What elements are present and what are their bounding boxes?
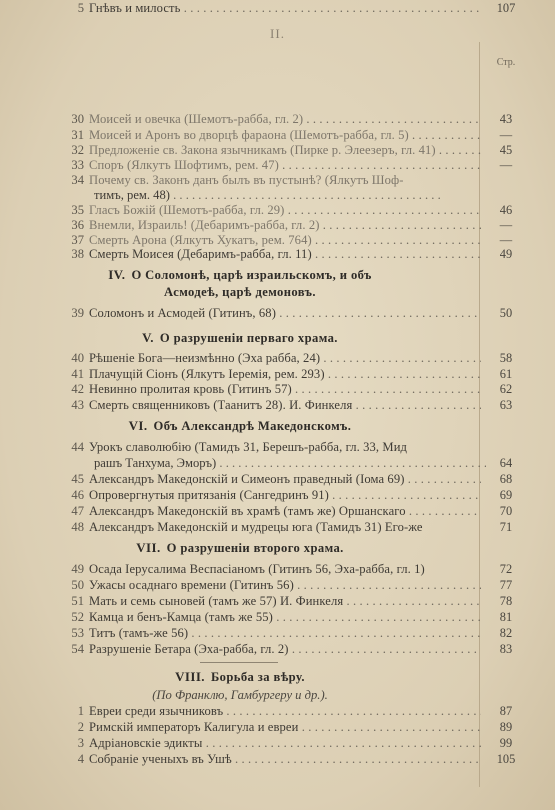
toc-entry[interactable] bbox=[52, 471, 532, 487]
entry-number: 50 bbox=[71, 578, 84, 592]
entry-page: 64 bbox=[499, 456, 513, 470]
entry-title: Внемли, Израиль! (Дебаримъ-рабба, гл. 2) . . . bbox=[89, 217, 481, 233]
toc-entry[interactable] bbox=[52, 246, 532, 262]
entry-number: 46 bbox=[71, 488, 84, 502]
entry-number: 44 bbox=[71, 440, 84, 454]
entry-title: Опровергнутыя притязанія (Сангедринъ 91) . . . bbox=[89, 487, 481, 503]
toc-entry[interactable] bbox=[52, 172, 532, 188]
toc-entry[interactable] bbox=[52, 593, 532, 609]
entry-number: 2 bbox=[77, 720, 84, 734]
entry-title: Моисей и Аронъ во дворцѣ фараона (Шемотъ-рабба, гл. 5) . . . bbox=[89, 127, 481, 143]
entry-title: Плачущій Сіонъ (Ялкутъ Іеремія, рем. 293) . . . bbox=[89, 366, 481, 382]
entry-page: 72 bbox=[499, 562, 513, 576]
entry-number: 40 bbox=[71, 351, 84, 365]
toc-entry[interactable] bbox=[52, 519, 532, 535]
entry-page: 45 bbox=[499, 143, 513, 157]
section-heading bbox=[0, 418, 480, 434]
entry-number: 53 bbox=[71, 626, 84, 640]
entry-number: 35 bbox=[71, 203, 84, 217]
entry-page: 58 bbox=[499, 351, 513, 365]
entry-page: 43 bbox=[499, 112, 513, 126]
entry-number: 5 bbox=[77, 1, 84, 15]
entry-page: 61 bbox=[499, 367, 513, 381]
section-title: О разрушеніи перваго храма. bbox=[159, 331, 338, 345]
toc-entry[interactable] bbox=[52, 202, 532, 218]
section-roman-numeral: VII. bbox=[136, 540, 161, 555]
entry-title: Александръ Македонскій въ храмѣ (тамъ же) Оршанскаго . . . bbox=[89, 503, 481, 519]
toc-entry[interactable] bbox=[52, 577, 532, 593]
toc-entry[interactable] bbox=[52, 439, 532, 455]
entry-title: Невинно пролитая кровь (Гитинъ 57) . . . bbox=[89, 381, 481, 397]
entry-title: Камца и бенъ-Камца (тамъ же 55) . . . bbox=[89, 609, 481, 625]
toc-entry[interactable] bbox=[52, 0, 532, 16]
entry-page: 49 bbox=[499, 247, 513, 261]
entry-number: 3 bbox=[77, 736, 84, 750]
entry-title: Смерть Арона (Ялкутъ Хукатъ, рем. 764) . . . bbox=[89, 232, 481, 248]
toc-entry[interactable] bbox=[52, 381, 532, 397]
entry-title: Гнѣвъ и милость . . . bbox=[89, 0, 481, 16]
entry-page: 83 bbox=[499, 642, 513, 656]
entry-page: 82 bbox=[499, 626, 513, 640]
entry-title: Ужасы осаднаго времени (Гитинъ 56) . . . bbox=[89, 577, 481, 593]
toc-entry[interactable] bbox=[52, 157, 532, 173]
entry-number: 34 bbox=[71, 173, 84, 187]
toc-entry[interactable] bbox=[52, 719, 532, 735]
entry-title-continuation: тимъ, рем. 48) . . . bbox=[94, 187, 486, 203]
entry-title: Титъ (тамъ-же 56) . . . bbox=[89, 625, 481, 641]
entry-number: 4 bbox=[77, 752, 84, 766]
section-title: Борьба за вѣру. bbox=[210, 670, 305, 684]
entry-title: Александръ Македонскій и мудрецы юга (Тамидъ 31) Его-же bbox=[89, 520, 423, 534]
entry-page: 71 bbox=[499, 520, 513, 534]
entry-title-continuation: рашъ Танхума, Эморъ) . . . bbox=[94, 455, 486, 471]
entry-page: 78 bbox=[499, 594, 513, 608]
entry-page: 87 bbox=[499, 704, 513, 718]
entry-page: 69 bbox=[499, 488, 513, 502]
entry-title: Почему св. Законъ данъ былъ въ пустынѣ? (Ялкутъ Шоф- bbox=[89, 173, 404, 187]
entry-page: 62 bbox=[499, 382, 513, 396]
entry-title: Смерть священниковъ (Таанитъ 28). И. Финкеля . . . bbox=[89, 397, 481, 413]
entry-number: 39 bbox=[71, 306, 84, 320]
toc-entry[interactable] bbox=[52, 641, 532, 657]
entry-page: 50 bbox=[499, 306, 513, 320]
entry-title: Евреи среди язычниковъ . . . bbox=[89, 703, 481, 719]
entry-number: 30 bbox=[71, 112, 84, 126]
section-heading bbox=[0, 669, 480, 685]
entry-number: 45 bbox=[71, 472, 84, 486]
entry-page: 81 bbox=[499, 610, 513, 624]
entry-number: 42 bbox=[71, 382, 84, 396]
toc-entry[interactable] bbox=[52, 487, 532, 503]
entry-page: 46 bbox=[499, 203, 513, 217]
entry-title: Разрушеніе Бетара (Эха-рабба, гл. 2) . . . bbox=[89, 641, 481, 657]
entry-number: 41 bbox=[71, 367, 84, 381]
section-heading bbox=[0, 267, 480, 283]
toc-entry[interactable] bbox=[52, 609, 532, 625]
entry-number: 54 bbox=[71, 642, 84, 656]
entry-number: 32 bbox=[71, 143, 84, 157]
toc-entry[interactable] bbox=[52, 350, 532, 366]
toc-entry[interactable] bbox=[52, 735, 532, 751]
entry-title: Смерть Моисея (Дебаримъ-рабба, гл. 11) . . . bbox=[89, 246, 481, 262]
toc-entry[interactable] bbox=[52, 703, 532, 719]
toc-entry[interactable] bbox=[52, 625, 532, 641]
toc-entry[interactable] bbox=[52, 127, 532, 143]
entry-page: 107 bbox=[496, 1, 516, 15]
toc-entry[interactable] bbox=[52, 142, 532, 158]
page-column-header: Стр. bbox=[496, 57, 516, 68]
entry-title: Александръ Македонскій и Симеонъ праведный (Іома 69) . . . bbox=[89, 471, 481, 487]
section-roman-numeral: VIII. bbox=[175, 669, 205, 684]
entry-title: Гласъ Божій (Шемотъ-рабба, гл. 29) . . . bbox=[89, 202, 481, 218]
entry-number: 48 bbox=[71, 520, 84, 534]
entry-title: Мать и семь сыновей (тамъ же 57) И. Финкеля . . . bbox=[89, 593, 481, 609]
entry-page: 77 bbox=[499, 578, 513, 592]
entry-number: 51 bbox=[71, 594, 84, 608]
entry-page: — bbox=[499, 158, 513, 172]
entry-number: 38 bbox=[71, 247, 84, 261]
section-divider bbox=[200, 662, 278, 663]
entry-title: Рѣшеніе Бога—неизмѣнно (Эха рабба, 24) . . . bbox=[89, 350, 481, 366]
entry-page: — bbox=[499, 233, 513, 247]
toc-entry[interactable] bbox=[52, 397, 532, 413]
section-subtitle: (По Франклю, Гамбургеру и др.). bbox=[152, 688, 328, 702]
entry-number: 1 bbox=[77, 704, 84, 718]
entry-title: Собраніе ученыхъ въ Ушѣ . . . bbox=[89, 751, 481, 767]
entry-number: 31 bbox=[71, 128, 84, 142]
entry-number: 33 bbox=[71, 158, 84, 172]
entry-page: 99 bbox=[499, 736, 513, 750]
section-roman-numeral: IV. bbox=[108, 267, 126, 282]
entry-title: Предложеніе св. Закона язычникамъ (Пирке р. Элеезеръ, гл. 41) . . . bbox=[89, 142, 481, 158]
entry-page: 105 bbox=[496, 752, 516, 766]
entry-title: Урокъ славолюбію (Тамидъ 31, Берешъ-рабба, гл. 33, Мид bbox=[89, 440, 408, 454]
entry-title: Осада Іерусалима Веспасіаномъ (Гитинъ 56, Эха-рабба, гл. 1) bbox=[89, 562, 425, 576]
section-title: Объ Александрѣ Македонскомъ. bbox=[153, 419, 352, 433]
toc-entry[interactable] bbox=[52, 561, 532, 577]
section-roman-numeral: VI. bbox=[128, 418, 148, 433]
entry-number: 37 bbox=[71, 233, 84, 247]
toc-entry-continuation bbox=[52, 455, 532, 471]
section-title: О разрушеніи второго храма. bbox=[166, 541, 344, 555]
entry-page: 68 bbox=[499, 472, 513, 486]
entry-page: 63 bbox=[499, 398, 513, 412]
section-heading bbox=[0, 284, 480, 300]
section-roman-numeral: V. bbox=[142, 330, 154, 345]
entry-number: 43 bbox=[71, 398, 84, 412]
section-title: О Соломонѣ, царѣ израильскомъ, и объ bbox=[131, 268, 372, 282]
toc-entry[interactable] bbox=[52, 217, 532, 233]
entry-number: 49 bbox=[71, 562, 84, 576]
entry-title: Соломонъ и Асмодей (Гитинъ, 68) . . . bbox=[89, 305, 481, 321]
section-heading bbox=[0, 330, 480, 346]
page-number: II. bbox=[270, 26, 285, 41]
toc-entry-continuation bbox=[52, 187, 532, 203]
entry-title: Адріановскіе эдикты . . . bbox=[89, 735, 481, 751]
section-title: Асмодеѣ, царѣ демоновъ. bbox=[164, 285, 316, 299]
toc-entry[interactable] bbox=[52, 751, 532, 767]
entry-page: — bbox=[499, 128, 513, 142]
entry-page: 70 bbox=[499, 504, 513, 518]
entry-number: 36 bbox=[71, 218, 84, 232]
entry-title: Споръ (Ялкутъ Шофтимъ, рем. 47) . . . bbox=[89, 157, 481, 173]
entry-number: 52 bbox=[71, 610, 84, 624]
entry-title: Римскій императоръ Калигула и евреи . . . bbox=[89, 719, 481, 735]
entry-page: — bbox=[499, 218, 513, 232]
toc-entry[interactable] bbox=[52, 503, 532, 519]
toc-entry[interactable] bbox=[52, 111, 532, 127]
toc-entry[interactable] bbox=[52, 366, 532, 382]
toc-entry[interactable] bbox=[52, 305, 532, 321]
entry-title: Моисей и овечка (Шемотъ-рабба, гл. 2) . . . bbox=[89, 111, 481, 127]
entry-page: 89 bbox=[499, 720, 513, 734]
section-heading bbox=[0, 540, 480, 556]
entry-number: 47 bbox=[71, 504, 84, 518]
